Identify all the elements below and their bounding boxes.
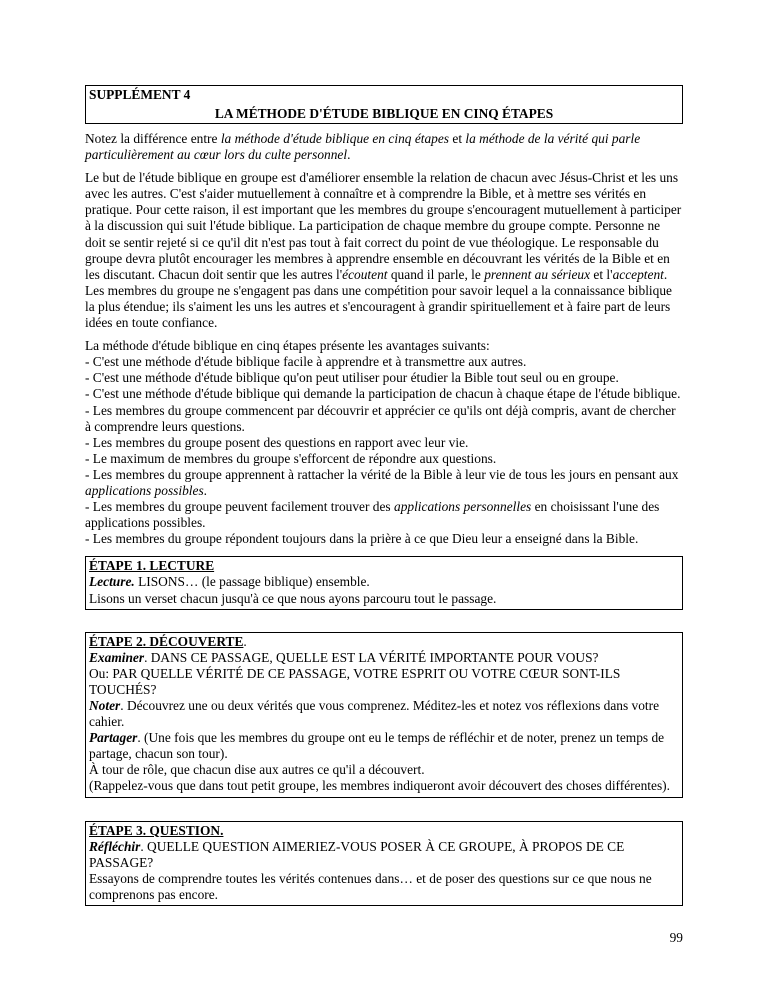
step-1-box — [85, 556, 683, 609]
supplement-header-box — [85, 85, 683, 124]
list-item: - Le maximum de membres du groupe s'efforcent de répondre aux questions. — [85, 450, 497, 466]
list-item: - C'est une méthode d'étude biblique facile à apprendre et à transmettre aux autres. — [85, 354, 527, 370]
step-2-line: À tour de rôle, que chacun dise aux autres ce qu'il a découvert. — [89, 762, 425, 778]
step-2-line: (Rappelez-vous que dans tout petit groupe, les membres indiqueront avoir découvert des choses différentes). — [89, 778, 670, 794]
purpose-emphasis: acceptent — [612, 266, 664, 282]
list-item: - C'est une méthode d'étude biblique qui demande la participation de chacun à chaque étape de l'étude biblique. — [85, 386, 681, 402]
intro-text: et — [449, 131, 466, 146]
list-item — [85, 467, 683, 499]
step-2-lead-noter: Noter — [89, 698, 121, 713]
step-2-line — [89, 698, 679, 730]
step-2-text: . Découvrez une ou deux vérités que vous comprenez. Méditez-les et notez vos réflexions dans votre cahier. — [89, 698, 660, 730]
step-3-box — [85, 821, 683, 906]
step-2-title: ÉTAPE 2. DÉCOUVERTE — [89, 633, 244, 649]
step-3-title: ÉTAPE 3. QUESTION. — [89, 822, 224, 838]
step-2-heading — [89, 634, 679, 650]
step-2-line — [89, 730, 679, 762]
step-1-line — [89, 574, 679, 590]
step-2-line — [89, 650, 679, 666]
list-item: - Les membres du groupe commencent par découvrir et apprécier ce qu'ils ont déjà compris, avant de chercher à comprendre leurs questions. — [85, 402, 676, 434]
step-2-lead-partager: Partager — [89, 730, 138, 746]
list-item-text: en choisissant l'une des applications possibles. — [85, 499, 660, 531]
purpose-emphasis: écoutent — [342, 266, 388, 282]
step-2-line: Ou: PAR QUELLE VÉRITÉ DE CE PASSAGE, VOTRE ESPRIT OU VOTRE CŒUR SONT-ILS TOUCHÉS? — [89, 665, 621, 697]
step-1-line: Lisons un verset chacun jusqu'à ce que nous ayons parcouru tout le passage. — [89, 590, 497, 606]
step-3-line: Essayons de comprendre toutes les vérités contenues dans… et de poser des questions sur ce que nous ne comprenons pas encore. — [89, 870, 652, 902]
advantages-lead: La méthode d'étude biblique en cinq étapes présente les avantages suivants: — [85, 338, 490, 354]
step-2-text: . (Une fois que les membres du groupe ont eu le temps de réfléchir et de noter, prenez un temps de partage, chacun son tour). — [89, 730, 665, 762]
intro-emphasis-method: la méthode d'étude biblique en cinq étapes — [220, 131, 450, 146]
step-2-lead-examiner: Examiner — [89, 649, 145, 665]
list-item-text: . — [203, 482, 208, 498]
intro-emphasis-truth: la méthode de la vérité qui parle particulièrement au cœur lors du culte personnel — [85, 131, 641, 163]
document-title: LA MÉTHODE D'ÉTUDE BIBLIQUE EN CINQ ÉTAPES — [214, 106, 554, 122]
list-item: - Les membres du groupe répondent toujours dans la prière à ce que Dieu leur a enseigné dans la Bible. — [85, 531, 639, 547]
step-3-lead: Réfléchir — [89, 838, 141, 854]
purpose-text: . Les membres du groupe ne s'engagent pas dans une compétition pour savoir lequel a la connaissance biblique la plus étendue; ils s'aiment les uns les autres et s'encouragent à grandir spirituellement et à faire part de leurs idées en toute confiance. — [85, 266, 672, 331]
step-2-box — [85, 632, 683, 798]
intro-text: . — [347, 147, 351, 163]
purpose-text: et l' — [590, 266, 613, 282]
page-number: 99 — [669, 930, 683, 945]
list-item-text: - Les membres du groupe apprennent à rattacher la vérité de la Bible à leur vie de tous les jours en pensant aux — [85, 466, 679, 482]
purpose-text: Le but de l'étude biblique en groupe est d'améliorer ensemble la relation de chacun avec Jésus-Christ et les uns avec les autres. C'est s'aider mutuellement à connaître et à comprendre la Bible, et à mettre ses vérités en pratique. Pour cette raison, il est important que les membres du groupe s'encouragent mutuellement à participer à la discussion qui suit l'étude biblique. La participation de chaque membre du groupe compte. Personne ne doit se sentir rejeté si ce qu'il dit n'est pas tout à fait correct du point de vue théologique. Le responsable du groupe devra plutôt encourager les membres à apprendre ensemble en découvrant les vérités de la Bible et en les discutant. Chacun doit sentir que les autres l' — [85, 170, 682, 282]
advantages-list — [85, 338, 683, 547]
list-item-emphasis: applications personnelles — [394, 499, 532, 515]
list-item: - C'est une méthode d'étude biblique qu'on peut utiliser pour étudier la Bible tout seul ou en groupe. — [85, 370, 619, 386]
purpose-paragraph — [85, 170, 683, 331]
list-item: - Les membres du groupe posent des questions en rapport avec leur vie. — [85, 434, 469, 450]
supplement-label: SUPPLÉMENT 4 — [89, 87, 191, 102]
step-1-title: ÉTAPE 1. LECTURE — [89, 558, 215, 574]
list-item-emphasis: applications possibles — [85, 482, 204, 498]
intro-paragraph — [85, 131, 683, 163]
step-3-text: . QUELLE QUESTION AIMERIEZ-VOUS POSER À CE GROUPE, À PROPOS DE CE PASSAGE? — [89, 838, 625, 870]
document-page — [85, 85, 683, 906]
purpose-emphasis: prennent au sérieux — [484, 266, 591, 282]
purpose-text: quand il parle, le — [387, 266, 485, 282]
step-1-text: LISONS… (le passage biblique) ensemble. — [134, 574, 370, 590]
step-1-lead: Lecture. — [89, 574, 135, 590]
step-2-text: . DANS CE PASSAGE, QUELLE EST LA VÉRITÉ IMPORTANTE POUR VOUS? — [144, 649, 599, 665]
step-3-line — [89, 839, 679, 871]
list-item — [85, 499, 683, 531]
step-2-title-suffix: . — [243, 633, 247, 649]
intro-text: Notez la différence entre — [85, 131, 221, 146]
list-item-text: - Les membres du groupe peuvent facilement trouver des — [85, 499, 394, 515]
